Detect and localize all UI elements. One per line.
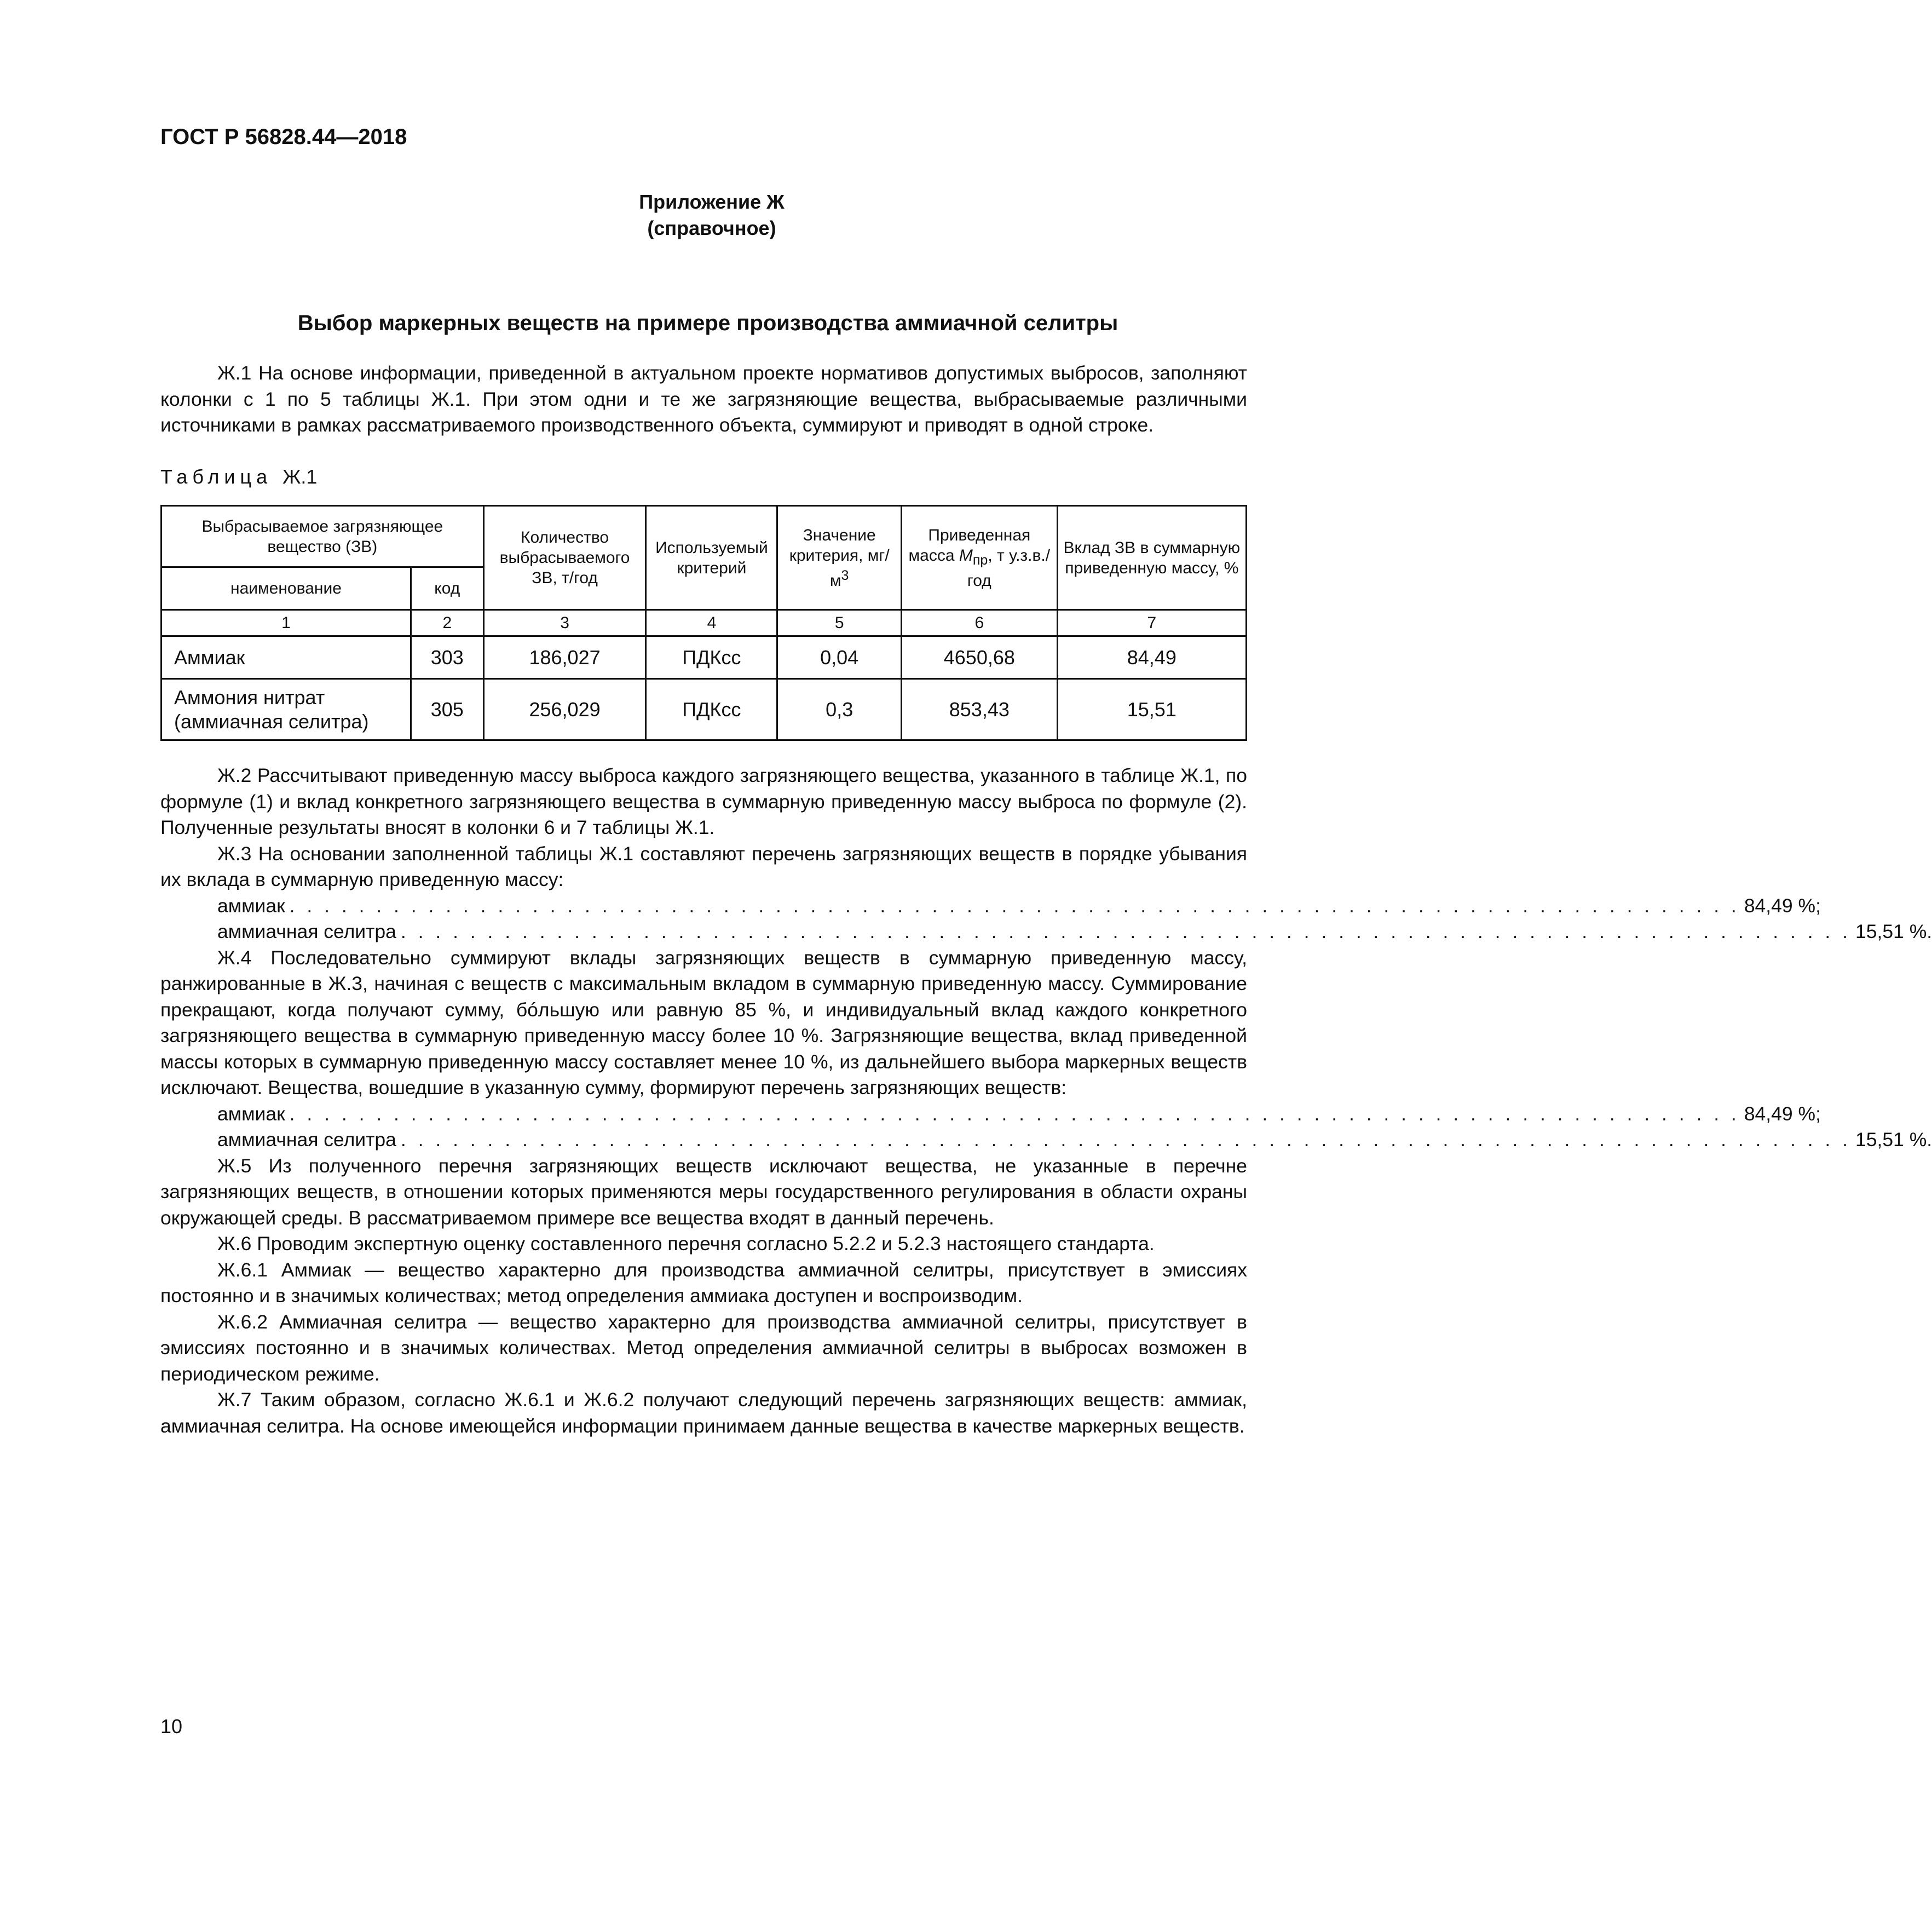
table-caption (160, 465, 317, 488)
page-number: 10 (160, 1715, 183, 1738)
list-item (160, 893, 1821, 919)
cell-share: 84,49 (1057, 636, 1246, 679)
col-number: 2 (411, 610, 483, 636)
paragraph-block-1 (160, 360, 1247, 439)
header-mass-text: Приведенная масса (908, 526, 1031, 565)
paragraph-zh6-2: Ж.6.2 Аммиачная селитра — вещество характерно для производства аммиачной селитры, присутствует в эмиссиях постоянно и в значимых количествах. Метод определения аммиачной селитры в выбросах возможен в периодическом режиме. (160, 1310, 1247, 1385)
header-mass-sub: пр (972, 552, 988, 568)
annex-title: Приложение Ж (639, 191, 785, 213)
leader-dots: . . . . . . . . . . . . . . . . . . . . . . . . . . . . . . . . . . . . . . . . . . . . . . . . . . . . . . . . . . . . . . . . . . . . . . . . . . . . . . . . . . . . (289, 894, 1740, 917)
paragraph-zh6: Ж.6 Проводим экспертную оценку составленного перечня согласно 5.2.2 и 5.2.3 настоящего стандарта. (217, 1233, 1155, 1255)
header-mass-unit: , т у.з.в./год (967, 546, 1051, 590)
cell-quantity: 186,027 (483, 636, 646, 679)
list-item-label: аммиачная селитра (217, 921, 396, 942)
paragraph-zh4: Ж.4 Последовательно суммируют вклады загрязняющих веществ в суммарную приведенную массу, ранжированные в Ж.3, начиная с веществ с максимальным вкладом в суммарную приведенную массу. Суммирование прекращают, когда получают сумму, бóльшую или равную 85 %, и индивидуальный вклад каждого конкретного загрязняющего вещества в суммарную приведенную массу более 10 %. Загрязняющие вещества, вклад приведенной массы которых в суммарную приведенную массу составляет менее 10 %, из дальнейшего выбора маркерных веществ исключают. Вещества, вошедшие в указанную сумму, формируют перечень загрязняющих веществ: (160, 946, 1247, 1098)
leader-dots: . . . . . . . . . . . . . . . . . . . . . . . . . . . . . . . . . . . . . . . . . . . . . . . . . . . . . . . . . . . . . . . . . . . . . . . . . . . . . . . . . . . . (400, 921, 1852, 942)
cell-value: 0,04 (777, 636, 902, 679)
list-item-value: 15,51 %. (1855, 921, 1932, 942)
col-number: 4 (646, 610, 777, 636)
cell-value: 0,3 (777, 679, 902, 740)
header-criterion-value-text: Значение критерия, мг/м (789, 526, 890, 590)
annex-type: (справочное) (647, 217, 776, 239)
list-item (160, 1101, 1821, 1128)
paragraph-zh2: Ж.2 Рассчитывают приведенную массу выброса каждого загрязняющего вещества, указанного в таблице Ж.1, по формуле (1) и вклад конкретного загрязняющего вещества в суммарную приведенную массу выброса по формуле (2). Полученные результаты вносят в колонки 6 и 7 таблицы Ж.1. (160, 764, 1247, 838)
list-item-value: 84,49 %; (1744, 1102, 1821, 1125)
standard-code: ГОСТ Р 56828.44—2018 (160, 125, 407, 149)
header-name: наименование (162, 567, 411, 610)
cell-code: 305 (411, 679, 483, 740)
col-number: 6 (902, 610, 1058, 636)
cell-mass: 4650,68 (902, 636, 1058, 679)
leader-dots: . . . . . . . . . . . . . . . . . . . . . . . . . . . . . . . . . . . . . . . . . . . . . . . . . . . . . . . . . . . . . . . . . . . . . . . . . . . . . . . . . . . . (289, 1102, 1740, 1125)
cell-mass: 853,43 (902, 679, 1058, 740)
paragraph-zh6-1: Ж.6.1 Аммиак — вещество характерно для производства аммиачной селитры, присутствует в эмиссиях постоянно и в значимых количествах; метод определения аммиака доступен и воспроизводим. (160, 1258, 1247, 1307)
table-row (162, 679, 1247, 740)
header-substance: Выбрасываемое загрязняющее вещество (ЗВ) (162, 506, 484, 567)
header-mass (902, 506, 1058, 610)
paragraph-zh7: Ж.7 Таким образом, согласно Ж.6.1 и Ж.6.2 получают следующий перечень загрязняющих веществ: аммиак, аммиачная селитра. На основе имеющейся информации принимаем данные вещества в качестве маркерных веществ. (160, 1389, 1247, 1437)
list-item-label: аммиак (217, 1102, 285, 1125)
table-column-numbers-row (162, 610, 1247, 636)
cell-quantity: 256,029 (483, 679, 646, 740)
col-number: 5 (777, 610, 902, 636)
paragraph-block-2 (160, 763, 1932, 1439)
header-criterion-value-sup: 3 (841, 567, 849, 583)
col-number: 7 (1057, 610, 1246, 636)
section-title: Выбор маркерных веществ на примере производства аммиачной селитры (297, 311, 1118, 335)
cell-name: Аммония нитрат (аммиачная селитра) (162, 679, 411, 740)
list-item (160, 1127, 1932, 1153)
header-quantity: Количество выбрасываемого ЗВ, т/год (483, 506, 646, 610)
paragraph-zh1: Ж.1 На основе информации, приведенной в актуальном проекте нормативов допустимых выбросов, заполняют колонки с 1 по 5 таблицы Ж.1. При этом одни и те же загрязняющие вещества, выбрасываемые различными источниками в рамках рассматриваемого производственного объекта, суммируют и приводят в одной строке. (160, 362, 1247, 436)
cell-share: 15,51 (1057, 679, 1246, 740)
header-criterion-value (777, 506, 902, 610)
table-zh1 (160, 505, 1247, 741)
list-item-label: аммиачная селитра (217, 1129, 396, 1151)
cell-code: 303 (411, 636, 483, 679)
header-mass-symbol: М (959, 546, 973, 565)
paragraph-zh5: Ж.5 Из полученного перечня загрязняющих веществ исключают вещества, не указанные в перечне загрязняющих веществ, в отношении которых применяются меры государственного регулирования в области охраны окружающей среды. В рассматриваемом примере все вещества входят в данный перечень. (160, 1154, 1247, 1229)
list-item-value: 15,51 %. (1855, 1129, 1932, 1151)
paragraph-zh3: Ж.3 На основании заполненной таблицы Ж.1 составляют перечень загрязняющих веществ в порядке убывания их вклада в суммарную приведенную массу: (160, 842, 1247, 890)
header-criterion: Используемый критерий (646, 506, 777, 610)
cell-criterion: ПДКсс (646, 679, 777, 740)
table-caption-word: Таблица (160, 465, 273, 488)
cell-criterion: ПДКсс (646, 636, 777, 679)
cell-name: Аммиак (162, 636, 411, 679)
col-number: 3 (483, 610, 646, 636)
header-share: Вклад ЗВ в суммарную приведенную массу, % (1057, 506, 1246, 610)
table-row (162, 636, 1247, 679)
list-item-label: аммиак (217, 894, 285, 917)
list-item (160, 919, 1932, 945)
header-code: код (411, 567, 483, 610)
table-header-row (162, 506, 1247, 567)
list-item-value: 84,49 %; (1744, 894, 1821, 917)
annex-heading (0, 189, 1358, 241)
leader-dots: . . . . . . . . . . . . . . . . . . . . . . . . . . . . . . . . . . . . . . . . . . . . . . . . . . . . . . . . . . . . . . . . . . . . . . . . . . . . . . . . . . . . (400, 1129, 1852, 1151)
col-number: 1 (162, 610, 411, 636)
table-caption-number: Ж.1 (282, 465, 318, 488)
